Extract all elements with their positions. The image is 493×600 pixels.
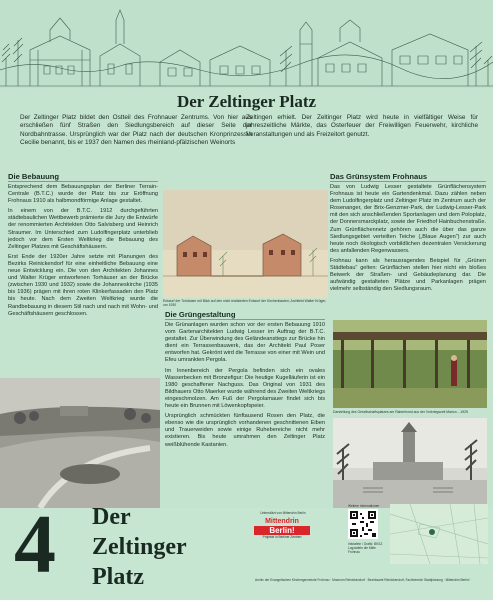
divider <box>165 319 325 320</box>
location-map-icon <box>390 504 488 564</box>
heading-gruengestaltung: Die Grüngestaltung <box>165 310 236 319</box>
bebauung-paragraph: Entsprechend dem Bebauungsplan der Berliner Terrain-Centrale (B.T.C.) wurde der Platz bis zur Eröffnung Frohnaus 1910 als halbmondförmige Anlage gestaltet. <box>8 184 158 205</box>
tower-bw-photo <box>333 418 487 508</box>
logo-tagline: Projekte in Berliner Zentren <box>262 535 302 539</box>
intro-right: Zeltingen erhielt. Der Zeltinger Platz wird heute in vielfältiger Weise für jahreszeitliche Märkte, das Osterfeuer der Freiwilligen Feuerwehr, kirchliche Veranstaltungen und als Freizeitort genutzt. <box>246 114 478 138</box>
gruensystem-text <box>330 184 486 296</box>
divider <box>330 181 486 182</box>
gruengestaltung-text <box>165 322 325 452</box>
logo-text: Berlin! <box>254 526 310 535</box>
intro-left: Der Zeltinger Platz bildet den Ostteil des Frohnauer Zentrums. Von hier aus erschließen fünf Straßen den Siedlungsbereich auf dieser Seite der Nordbahntrasse. Ursprünglich war der Platz nach der deutschen Kronprinzessin Cecilie benannt, bis er 1937 den Namen des rheinland-pfälzischen Weinorts <box>20 114 252 147</box>
divider <box>8 181 158 182</box>
heading-bebauung: Die Bebauung <box>8 172 60 181</box>
gruensystem-paragraph: Das von Ludwig Lesser gestaltete Grünflächensystem Frohnaus ist heute ein Gartendenkmal. Dazu zählen neben dem Ludolfingerplatz und Zeltinger Platz im Zentrum auch der Rosenanger, der Brix-Genzmer-Park, der Ludwig-Lesser-Park mit den sich anschließenden Sportanlagen und dem Poloplatz, der Donnersmarckplatz, sowie der Friedhof Hainbuchenstraße. Zum Grünflächennetz gehören auch die über das ganze Siedlungsgebiet verteilten Teiche („Blaue Augen“) zur auch heute noch ökologisch vorbildlichen dezentralen Versickerung des anfallenden Regenwassers. <box>330 184 486 254</box>
mittendrin-logo <box>254 518 310 544</box>
sketch-caption: Entwurf der Torhäuser mit Blick auf den nicht realisierten Entwurf der Kirchenbauten, Architekt Walter Krüger, um 1930 <box>163 299 327 307</box>
gruengestaltung-paragraph: Im Innenbereich der Pergola befinden sich ein ovales Wasserbecken mit Bronzefigur: Die heutige Kugelläuferin ist ein 1980 geschaffener Nachguss. Das Original von 1931 des Bildhauers Otto Maerker wurde während des Zweiten Weltkriegs eingeschmolzen. Am Fuß der Pergolamauer findet sich bis heute ein Brunnen mit Löwenkopfspeier. <box>165 367 325 410</box>
footer-title-line: Der <box>92 504 131 530</box>
pergola-color-photo <box>333 320 487 408</box>
footer-title-line: Platz <box>92 564 144 590</box>
heading-gruensystem: Das Grünsystem Frohnaus <box>330 172 428 181</box>
historic-plaza-photo <box>0 378 160 508</box>
station-number: 4 <box>14 498 56 591</box>
gruensystem-paragraph: Frohnau kann als herausragendes Beispiel für „Grünen Städtebau“ gelten: Grünflächen stellen hier nicht ein bloßes Beiwerk der Straßen- und Gebäudeplanung dar. Die aufwändig gestalteten Plätze und Parkanlagen prägen vielmehr selbständig den Siedlungsraum. <box>330 257 486 293</box>
qr-code-icon[interactable] <box>348 509 378 539</box>
footer-title-line: Zeltinger <box>92 534 187 560</box>
footer-title <box>92 502 187 592</box>
gruengestaltung-paragraph: Ursprünglich schmückten fünftausend Rosen den Platz, die ebenso wie die ursprünglich vorhandenen geschnittenen Eiben und Trauerweiden sowie einige Ruhebereiche nicht mehr existieren. Bis heute umrahmen den Zeltinger Platz weißblühende Kastanien. <box>165 413 325 448</box>
bebauung-paragraph: Erst Ende der 1920er Jahre setzte mit Planungen des Bezirks Reinickendorf für eine einheitliche Bebauung eine neue Entwicklung ein. Die von den Architekten Johannes und Walter Krüger entworfenen Torhäuser an der Brücke (zwischen 1930 und 1932) sowie die Johanneskirche (1935 bis 1936) prägen mit ihren roten Klinkerfassaden den Platz bis heute. Nach dem Zweiten Weltkrieg wurde die Randbebauung in diesem Stil nach und nach mit Wohn- und Geschäftshäusern geschlossen. <box>8 253 158 317</box>
qr-note: Infotafeln / Grafik: BKSZ Logotafeln die Mitte Frohnau <box>348 542 383 554</box>
gruengestaltung-paragraph: Die Grünanlagen wurden schon vor der ersten Bebauung 1910 vom Gartenarchitekten Ludwig Lesser im Auftrag der B.T.C. gestaltet. Zur Überwindung des Geländeanstiegs zur Brücke hin dient ein Terrassenbauwerk, das der Architekt Paul Poser entworfen hat. Gekrönt wird die Terrasse von einer mit Wein und Efeu umrankten Pergola. <box>165 322 325 364</box>
logo-text: Mittendrin <box>265 518 299 525</box>
supported-by-label: Unterstützt von Mittendrin Berlin <box>260 511 306 515</box>
color-photo-caption: Darstellung des Gesellschaftsplatzes am Rabenhorst aus der Vorkriegszeit Marion ...1925 <box>333 410 468 414</box>
architect-sketch-image <box>163 190 328 298</box>
bebauung-text <box>8 184 158 321</box>
header-skyline-illustration <box>0 0 493 92</box>
page-title: Der Zeltinger Platz <box>176 92 317 111</box>
photo-credits: Archiv der Evangelischen Kirchengemeinde Frohnau · Museum Reinickendorf · Bezirksamt Reinickendorf, Fachbereich Stadtplanung · Mittendrin Berlin! <box>255 578 470 582</box>
more-info-label: Weitere Informationen <box>348 504 380 508</box>
bebauung-paragraph: In einem von der B.T.C. 1912 durchgeführten städtebaulichen Wettbewerb prämierte die Jury die Entwürfe der renommierten Architekten Otto Salvisberg und Heinrich Straumer. Im Unterschied zum Ludolfingerplatz unterblieb jedoch vor dem Ersten Weltkrieg die Bebauung des Zeltinger Platzes mit Geschäftshäusern. <box>8 208 158 250</box>
